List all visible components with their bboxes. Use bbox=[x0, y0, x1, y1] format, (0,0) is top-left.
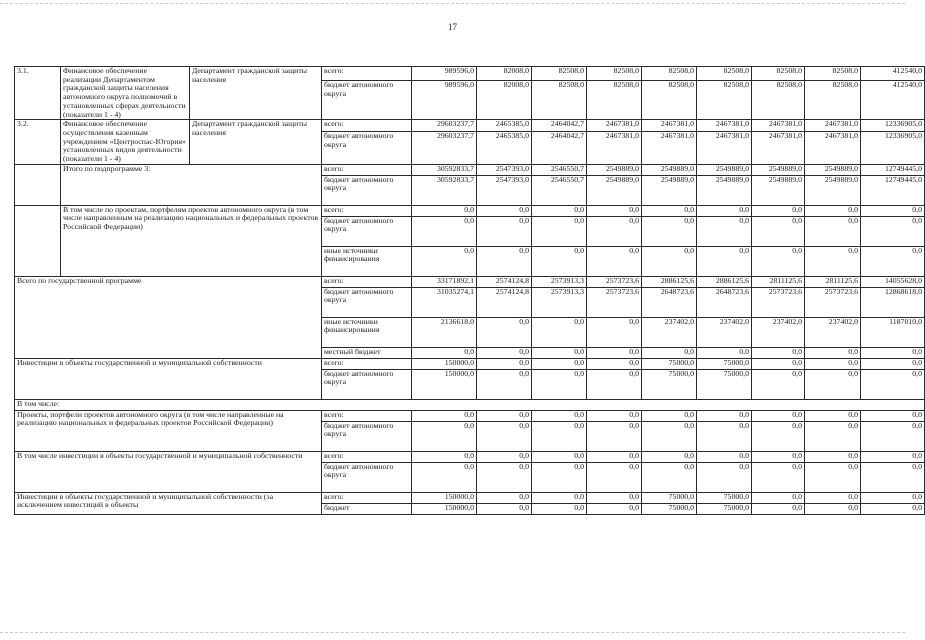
year-value-cell: 0,0 bbox=[805, 503, 861, 514]
year-value-cell: 12749445,0 bbox=[861, 164, 925, 175]
funding-source: бюджет автономного округа bbox=[322, 421, 412, 451]
subtotal-label: В том числе по проектам, портфелям проектов автономного округа (в том числе направленным на реализацию национальных и федеральных проектов Российской Федерации) bbox=[61, 205, 322, 276]
year-value-cell: 82008,0 bbox=[477, 81, 532, 120]
year-value-cell: 0,0 bbox=[587, 317, 642, 347]
table-row bbox=[15, 164, 925, 175]
year-value-cell: 0,0 bbox=[532, 421, 587, 451]
funding-source: бюджет автономного округа bbox=[322, 216, 412, 246]
year-value-cell: 0,0 bbox=[587, 421, 642, 451]
year-value-cell: 82508,0 bbox=[805, 81, 861, 120]
year-value-cell: 2547393,0 bbox=[477, 164, 532, 175]
year-value-cell: 2465385,0 bbox=[477, 120, 532, 132]
year-value-cell: 0,0 bbox=[752, 358, 805, 369]
funding-source: бюджет автономного округа bbox=[322, 132, 412, 165]
year-value-cell: 0,0 bbox=[532, 369, 587, 399]
total-value-cell: 0,0 bbox=[412, 246, 477, 276]
year-value-cell: 0,0 bbox=[587, 347, 642, 358]
year-value-cell: 12336905,0 bbox=[861, 132, 925, 165]
year-value-cell: 2886125,6 bbox=[697, 276, 752, 287]
year-value-cell: 0,0 bbox=[805, 205, 861, 216]
year-value-cell: 12336905,0 bbox=[861, 120, 925, 132]
year-value-cell: 75000,0 bbox=[697, 503, 752, 514]
year-value-cell: 0,0 bbox=[477, 246, 532, 276]
year-value-cell: 0,0 bbox=[861, 205, 925, 216]
total-value-cell: 0,0 bbox=[412, 205, 477, 216]
funding-source: бюджет автономного округа bbox=[322, 369, 412, 399]
year-value-cell: 0,0 bbox=[697, 347, 752, 358]
funding-source: местный бюджет bbox=[322, 347, 412, 358]
year-value-cell: 75000,0 bbox=[697, 358, 752, 369]
funding-source: бюджет автономного округа bbox=[322, 81, 412, 120]
year-value-cell: 2573723,6 bbox=[587, 287, 642, 317]
activity-name: Финансовое обеспечение реализации Департаментом гражданской защиты населения автономного округа полномочий в установленных сферах деятельности (показатели 1 - 4) bbox=[61, 67, 190, 120]
total-value-cell: 150000,0 bbox=[412, 369, 477, 399]
year-value-cell: 0,0 bbox=[805, 421, 861, 451]
year-value-cell: 82508,0 bbox=[752, 67, 805, 81]
total-value-cell: 989596,0 bbox=[412, 67, 477, 81]
year-value-cell: 2573723,6 bbox=[587, 276, 642, 287]
year-value-cell: 0,0 bbox=[861, 216, 925, 246]
year-value-cell: 2546550,7 bbox=[532, 164, 587, 175]
year-value-cell: 0,0 bbox=[532, 317, 587, 347]
year-value-cell: 0,0 bbox=[861, 503, 925, 514]
year-value-cell: 0,0 bbox=[587, 410, 642, 421]
total-value-cell: 33171892,1 bbox=[412, 276, 477, 287]
year-value-cell: 2465385,0 bbox=[477, 132, 532, 165]
year-value-cell: 2467381,0 bbox=[752, 120, 805, 132]
total-value-cell: 0,0 bbox=[412, 462, 477, 492]
year-value-cell: 0,0 bbox=[477, 410, 532, 421]
total-value-cell: 2136618,0 bbox=[412, 317, 477, 347]
year-value-cell: 0,0 bbox=[642, 410, 697, 421]
year-value-cell: 82508,0 bbox=[532, 67, 587, 81]
year-value-cell: 2811125,6 bbox=[805, 276, 861, 287]
year-value-cell: 12749445,0 bbox=[861, 175, 925, 205]
year-value-cell: 2549889,0 bbox=[697, 164, 752, 175]
year-value-cell: 0,0 bbox=[532, 492, 587, 503]
year-value-cell: 0,0 bbox=[477, 503, 532, 514]
year-value-cell: 0,0 bbox=[532, 205, 587, 216]
year-value-cell: 0,0 bbox=[642, 347, 697, 358]
total-label: В том числе инвестиции в объекты государственной и муниципальной собственности bbox=[15, 451, 322, 492]
year-value-cell: 0,0 bbox=[587, 451, 642, 462]
year-value-cell: 0,0 bbox=[697, 205, 752, 216]
total-value-cell: 29603237,7 bbox=[412, 132, 477, 165]
year-value-cell: 0,0 bbox=[752, 451, 805, 462]
funding-source: иные источники финансирования bbox=[322, 317, 412, 347]
row-number-empty bbox=[15, 164, 61, 205]
year-value-cell: 2467381,0 bbox=[805, 132, 861, 165]
total-value-cell: 31035274,1 bbox=[412, 287, 477, 317]
year-value-cell: 2549889,0 bbox=[642, 175, 697, 205]
funding-source: всего: bbox=[322, 120, 412, 132]
page-number: 17 bbox=[448, 22, 457, 32]
year-value-cell: 0,0 bbox=[752, 246, 805, 276]
funding-source: всего: bbox=[322, 492, 412, 503]
year-value-cell: 2574124,8 bbox=[477, 276, 532, 287]
table-row bbox=[15, 67, 925, 81]
activity-name: Финансовое обеспечение осуществления казенным учреждением «Центроспас-Югория» установленных видов деятельности (показатели 1 - 4) bbox=[61, 120, 190, 165]
year-value-cell: 0,0 bbox=[805, 462, 861, 492]
year-value-cell: 0,0 bbox=[697, 462, 752, 492]
year-value-cell: 0,0 bbox=[477, 421, 532, 451]
year-value-cell: 0,0 bbox=[477, 369, 532, 399]
total-value-cell: 29603237,7 bbox=[412, 120, 477, 132]
year-value-cell: 0,0 bbox=[477, 317, 532, 347]
year-value-cell: 75000,0 bbox=[642, 492, 697, 503]
year-value-cell: 237402,0 bbox=[805, 317, 861, 347]
row-number: 3.2. bbox=[15, 120, 61, 165]
year-value-cell: 75000,0 bbox=[642, 369, 697, 399]
year-value-cell: 412540,0 bbox=[861, 67, 925, 81]
year-value-cell: 0,0 bbox=[752, 369, 805, 399]
year-value-cell: 2467381,0 bbox=[587, 132, 642, 165]
year-value-cell: 2549889,0 bbox=[587, 175, 642, 205]
year-value-cell: 0,0 bbox=[861, 347, 925, 358]
year-value-cell: 2467381,0 bbox=[752, 132, 805, 165]
year-value-cell: 0,0 bbox=[532, 216, 587, 246]
year-value-cell: 0,0 bbox=[805, 451, 861, 462]
year-value-cell: 0,0 bbox=[752, 503, 805, 514]
section-header: В том числе: bbox=[15, 399, 925, 410]
year-value-cell: 0,0 bbox=[805, 216, 861, 246]
year-value-cell: 2467381,0 bbox=[642, 120, 697, 132]
table-row bbox=[15, 120, 925, 132]
total-label: Проекты, портфели проектов автономного округа (в том числе направленные на реализацию национальных и федеральных проектов Российской Федерации) bbox=[15, 410, 322, 451]
table-body bbox=[15, 67, 925, 515]
table-row bbox=[15, 205, 925, 216]
year-value-cell: 2573913,3 bbox=[532, 276, 587, 287]
table-row bbox=[15, 410, 925, 421]
year-value-cell: 82508,0 bbox=[532, 81, 587, 120]
year-value-cell: 0,0 bbox=[477, 451, 532, 462]
budget-table bbox=[14, 66, 925, 515]
total-value-cell: 150000,0 bbox=[412, 492, 477, 503]
year-value-cell: 0,0 bbox=[861, 369, 925, 399]
year-value-cell: 0,0 bbox=[752, 216, 805, 246]
year-value-cell: 2573723,6 bbox=[805, 287, 861, 317]
total-label: Всего по государственной программе bbox=[15, 276, 322, 358]
year-value-cell: 0,0 bbox=[697, 216, 752, 246]
year-value-cell: 0,0 bbox=[861, 358, 925, 369]
subtotal-label: Итого по подпрограмме 3: bbox=[61, 164, 322, 205]
year-value-cell: 0,0 bbox=[532, 410, 587, 421]
year-value-cell: 0,0 bbox=[642, 462, 697, 492]
year-value-cell: 0,0 bbox=[587, 216, 642, 246]
year-value-cell: 0,0 bbox=[861, 451, 925, 462]
funding-source: бюджет автономного округа bbox=[322, 287, 412, 317]
year-value-cell: 82508,0 bbox=[697, 81, 752, 120]
year-value-cell: 0,0 bbox=[532, 503, 587, 514]
funding-source: всего: bbox=[322, 205, 412, 216]
year-value-cell: 0,0 bbox=[477, 205, 532, 216]
year-value-cell: 0,0 bbox=[532, 451, 587, 462]
year-value-cell: 2549889,0 bbox=[752, 175, 805, 205]
year-value-cell: 0,0 bbox=[861, 492, 925, 503]
funding-source: бюджет автономного округа bbox=[322, 175, 412, 205]
year-value-cell: 2648723,6 bbox=[642, 287, 697, 317]
funding-source: бюджет bbox=[322, 503, 412, 514]
total-value-cell: 0,0 bbox=[412, 410, 477, 421]
year-value-cell: 2464042,7 bbox=[532, 120, 587, 132]
table-row bbox=[15, 399, 925, 410]
year-value-cell: 2467381,0 bbox=[642, 132, 697, 165]
year-value-cell: 75000,0 bbox=[642, 358, 697, 369]
year-value-cell: 0,0 bbox=[805, 347, 861, 358]
year-value-cell: 0,0 bbox=[805, 492, 861, 503]
year-value-cell: 0,0 bbox=[697, 246, 752, 276]
year-value-cell: 0,0 bbox=[642, 216, 697, 246]
funding-source: всего: bbox=[322, 164, 412, 175]
year-value-cell: 2573723,6 bbox=[752, 287, 805, 317]
year-value-cell: 2546550,7 bbox=[532, 175, 587, 205]
year-value-cell: 237402,0 bbox=[642, 317, 697, 347]
scan-edge-bottom bbox=[0, 632, 905, 634]
executor-name: Департамент гражданской защиты населения bbox=[190, 120, 322, 165]
year-value-cell: 14055628,0 bbox=[861, 276, 925, 287]
year-value-cell: 0,0 bbox=[752, 421, 805, 451]
year-value-cell: 2467381,0 bbox=[697, 132, 752, 165]
year-value-cell: 0,0 bbox=[752, 205, 805, 216]
year-value-cell: 2811125,6 bbox=[752, 276, 805, 287]
funding-source: всего: bbox=[322, 67, 412, 81]
year-value-cell: 412540,0 bbox=[861, 81, 925, 120]
year-value-cell: 0,0 bbox=[697, 451, 752, 462]
year-value-cell: 0,0 bbox=[587, 503, 642, 514]
year-value-cell: 237402,0 bbox=[752, 317, 805, 347]
year-value-cell: 0,0 bbox=[861, 410, 925, 421]
year-value-cell: 0,0 bbox=[752, 347, 805, 358]
year-value-cell: 0,0 bbox=[477, 462, 532, 492]
year-value-cell: 2549889,0 bbox=[697, 175, 752, 205]
year-value-cell: 0,0 bbox=[752, 492, 805, 503]
total-value-cell: 30592833,7 bbox=[412, 164, 477, 175]
total-label: Инвестиции в объекты государственной и муниципальной собственности bbox=[15, 358, 322, 399]
year-value-cell: 237402,0 bbox=[697, 317, 752, 347]
year-value-cell: 2549889,0 bbox=[587, 164, 642, 175]
year-value-cell: 2467381,0 bbox=[697, 120, 752, 132]
year-value-cell: 0,0 bbox=[861, 246, 925, 276]
year-value-cell: 0,0 bbox=[642, 421, 697, 451]
year-value-cell: 82008,0 bbox=[477, 67, 532, 81]
year-value-cell: 0,0 bbox=[477, 347, 532, 358]
total-value-cell: 989596,0 bbox=[412, 81, 477, 120]
year-value-cell: 82508,0 bbox=[805, 67, 861, 81]
table-row bbox=[15, 492, 925, 503]
row-number: 3.1. bbox=[15, 67, 61, 120]
year-value-cell: 0,0 bbox=[587, 246, 642, 276]
funding-source: всего: bbox=[322, 410, 412, 421]
year-value-cell: 1187010,0 bbox=[861, 317, 925, 347]
year-value-cell: 0,0 bbox=[642, 205, 697, 216]
year-value-cell: 0,0 bbox=[477, 216, 532, 246]
year-value-cell: 82508,0 bbox=[587, 67, 642, 81]
year-value-cell: 0,0 bbox=[805, 358, 861, 369]
funding-source: всего: bbox=[322, 358, 412, 369]
year-value-cell: 2467381,0 bbox=[587, 120, 642, 132]
year-value-cell: 0,0 bbox=[587, 205, 642, 216]
scan-edge-top bbox=[0, 3, 905, 5]
total-value-cell: 0,0 bbox=[412, 216, 477, 246]
total-value-cell: 0,0 bbox=[412, 347, 477, 358]
year-value-cell: 0,0 bbox=[477, 492, 532, 503]
year-value-cell: 0,0 bbox=[532, 462, 587, 492]
year-value-cell: 82508,0 bbox=[752, 81, 805, 120]
year-value-cell: 0,0 bbox=[642, 451, 697, 462]
total-value-cell: 30592833,7 bbox=[412, 175, 477, 205]
year-value-cell: 0,0 bbox=[805, 369, 861, 399]
total-value-cell: 150000,0 bbox=[412, 358, 477, 369]
funding-source: всего: bbox=[322, 276, 412, 287]
year-value-cell: 0,0 bbox=[587, 369, 642, 399]
year-value-cell: 0,0 bbox=[805, 246, 861, 276]
year-value-cell: 0,0 bbox=[752, 410, 805, 421]
year-value-cell: 2549889,0 bbox=[642, 164, 697, 175]
year-value-cell: 0,0 bbox=[532, 358, 587, 369]
year-value-cell: 0,0 bbox=[587, 358, 642, 369]
executor-name: Департамент гражданской защиты населения bbox=[190, 67, 322, 120]
total-label: Инвестиции в объекты государственной и муниципальной собственности (за исключением инвестиций в объекты bbox=[15, 492, 322, 514]
year-value-cell: 2547393,0 bbox=[477, 175, 532, 205]
year-value-cell: 0,0 bbox=[587, 462, 642, 492]
year-value-cell: 82508,0 bbox=[697, 67, 752, 81]
year-value-cell: 0,0 bbox=[697, 410, 752, 421]
year-value-cell: 2549889,0 bbox=[805, 164, 861, 175]
funding-source: бюджет автономного округа bbox=[322, 462, 412, 492]
year-value-cell: 75000,0 bbox=[697, 492, 752, 503]
year-value-cell: 2549889,0 bbox=[805, 175, 861, 205]
year-value-cell: 2886125,6 bbox=[642, 276, 697, 287]
total-value-cell: 150000,0 bbox=[412, 503, 477, 514]
total-value-cell: 0,0 bbox=[412, 451, 477, 462]
total-value-cell: 0,0 bbox=[412, 421, 477, 451]
year-value-cell: 0,0 bbox=[805, 410, 861, 421]
year-value-cell: 2574124,8 bbox=[477, 287, 532, 317]
year-value-cell: 12868618,0 bbox=[861, 287, 925, 317]
year-value-cell: 0,0 bbox=[532, 246, 587, 276]
row-number-empty bbox=[15, 205, 61, 276]
table-row bbox=[15, 451, 925, 462]
year-value-cell: 2467381,0 bbox=[805, 120, 861, 132]
funding-source: иные источники финансирования bbox=[322, 246, 412, 276]
year-value-cell: 0,0 bbox=[532, 347, 587, 358]
year-value-cell: 0,0 bbox=[477, 358, 532, 369]
year-value-cell: 0,0 bbox=[861, 462, 925, 492]
table-row bbox=[15, 358, 925, 369]
year-value-cell: 75000,0 bbox=[642, 503, 697, 514]
year-value-cell: 0,0 bbox=[697, 421, 752, 451]
year-value-cell: 0,0 bbox=[642, 246, 697, 276]
year-value-cell: 2648723,6 bbox=[697, 287, 752, 317]
year-value-cell: 82508,0 bbox=[642, 81, 697, 120]
year-value-cell: 82508,0 bbox=[642, 67, 697, 81]
year-value-cell: 2549889,0 bbox=[752, 164, 805, 175]
year-value-cell: 0,0 bbox=[861, 421, 925, 451]
year-value-cell: 82508,0 bbox=[587, 81, 642, 120]
funding-source: всего: bbox=[322, 451, 412, 462]
year-value-cell: 2464042,7 bbox=[532, 132, 587, 165]
year-value-cell: 0,0 bbox=[587, 492, 642, 503]
table-row bbox=[15, 276, 925, 287]
year-value-cell: 0,0 bbox=[752, 462, 805, 492]
year-value-cell: 2573913,3 bbox=[532, 287, 587, 317]
year-value-cell: 75000,0 bbox=[697, 369, 752, 399]
